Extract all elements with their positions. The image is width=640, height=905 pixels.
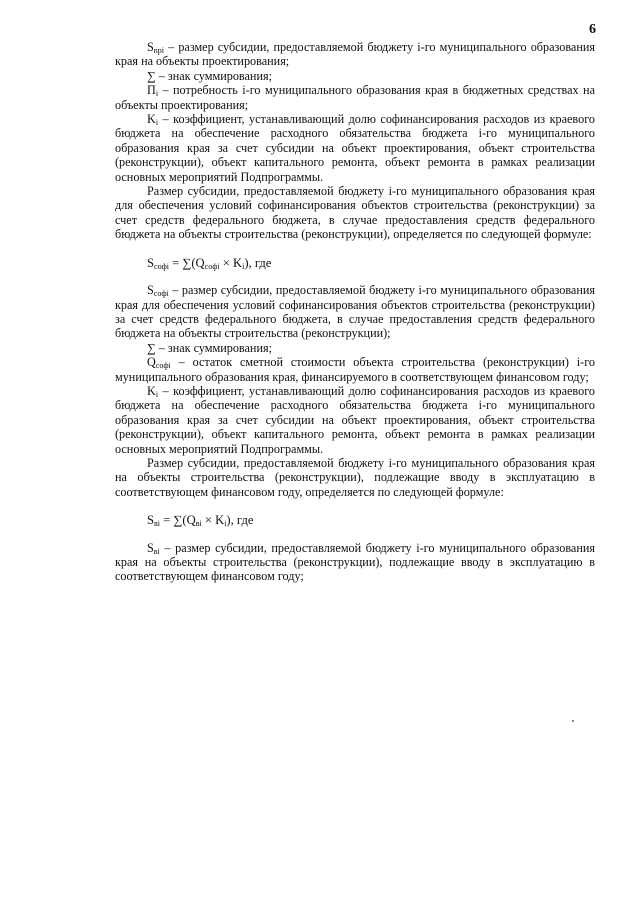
paragraph-text: – коэффициент, устанавливающий долю софинансирования расходов из краевого бюджета на обеспечение расходного обязательства бюджета i-го муниципального образования края за счет субсидии на объект проектирования, объект строительства (реконструкции), объект капитального ремонта, объект ремонта в рамках реализации основных мероприятий Подпрограммы. (115, 383, 595, 456)
formula-subscript: i (224, 519, 227, 529)
paragraph-text: – знак суммирования; (155, 340, 272, 355)
formula (147, 256, 595, 270)
paragraph-text: – размер субсидии, предоставляемой бюджету i-го муниципального образования края на объекты строительства (реконструкции), подлежащие вводу в эксплуатацию в соответствующем финансовом году; (115, 540, 595, 584)
term-symbol: S (147, 40, 154, 54)
paragraph-text: – остаток сметной стоимости объекта строительства (реконструкции) i-го муниципального образования края, финансируемого в соответствующем финансовом году; (115, 355, 595, 384)
definition-paragraph (115, 283, 595, 341)
term-symbol: K (147, 112, 156, 127)
definition-paragraph (115, 384, 595, 456)
formula-subscript: вi (195, 519, 202, 529)
term-subscript: вi (153, 546, 160, 556)
definition-paragraph (115, 83, 595, 112)
term-symbol: K (147, 383, 156, 398)
definition-paragraph (115, 355, 595, 384)
formula-part: ), где (244, 255, 272, 270)
term-symbol: ∑ (147, 68, 156, 83)
formula-subscript: софi (154, 261, 169, 271)
paragraph-text: Размер субсидии, предоставляемой бюджету i-го муниципального образования края на объекты строительства (реконструкции), подлежащие вводу в эксплуатацию в соответствующем финансовом году, определяется по следующей формуле: (115, 455, 595, 499)
formula-subscript: вi (154, 519, 161, 529)
term-symbol: П (147, 83, 156, 98)
term-subscript: i (155, 89, 159, 99)
paragraph-text: Размер субсидии, предоставляемой бюджету i-го муниципального образования края для обеспечения условий софинансирования объектов строительства (реконструкции) за счет средств федерального бюджета, в случае предоставления средств федерального бюджета на объекты строительства (реконструкции), определяется по следующей формуле: (115, 184, 595, 242)
term-subscript: софi (155, 361, 171, 371)
paragraph-text: – размер субсидии, предоставляемой бюджету i-го муниципального образования края для обеспечения условий софинансирования объектов строительства (реконструкции) за счет средств федерального бюджета, в случае предоставления средств федерального бюджета на объекты строительства (реконструкции); (115, 283, 595, 341)
term-symbol: S (147, 540, 154, 555)
body-paragraph (115, 456, 595, 499)
term-subscript: npi (153, 46, 165, 55)
paragraph-text: – знак суммирования; (155, 68, 272, 83)
formula-subscript: i (242, 261, 245, 271)
definition-paragraph (115, 541, 595, 584)
paragraph-text: – размер субсидии, предоставляемой бюджету i-го муниципального образования края на объекты проектирования; (115, 40, 595, 69)
formula-symbol: S (147, 255, 155, 270)
definition-paragraph (115, 40, 595, 69)
body-paragraph (115, 184, 595, 242)
definition-paragraph (115, 341, 595, 355)
formula-part: × K (219, 255, 243, 270)
scan-speck (572, 720, 574, 722)
term-subscript: i (155, 118, 159, 128)
definition-paragraph (115, 112, 595, 184)
document-body (115, 40, 595, 584)
formula-part: ), где (226, 513, 254, 528)
paragraph-text: – потребность i-го муниципального образования края в бюджетных средствах на объекты проектирования; (115, 83, 595, 112)
term-symbol: Q (147, 355, 156, 370)
term-symbol: S (147, 283, 154, 298)
term-symbol: ∑ (147, 340, 156, 355)
formula-part: = ∑(Q (168, 255, 205, 270)
term-subscript: софi (153, 289, 169, 299)
formula-part: = ∑(Q (160, 513, 196, 528)
formula-part: × K (201, 513, 225, 528)
page-number: 6 (589, 22, 596, 37)
formula (147, 513, 595, 527)
formula-subscript: софi (204, 261, 220, 271)
paragraph-text: – коэффициент, устанавливающий долю софинансирования расходов из краевого бюджета на обеспечение расходного обязательства бюджета i-го муниципального образования края за счет субсидии на объект проектирования, объект строительства (реконструкции), объект капитального ремонта, объект ремонта в рамках реализации основных мероприятий Подпрограммы. (115, 112, 595, 184)
formula-symbol: S (147, 513, 155, 528)
term-subscript: i (155, 389, 159, 399)
definition-paragraph (115, 69, 595, 83)
